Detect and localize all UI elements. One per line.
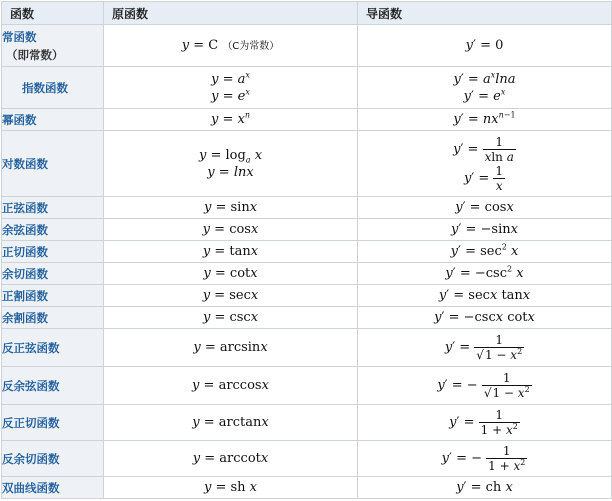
- row-sec: [2, 285, 612, 307]
- function-name: 对数函数: [2, 131, 104, 197]
- derivative-formula: $y' = -\csc^2$ x: [358, 263, 612, 285]
- row-cot: [2, 263, 612, 285]
- function-name: 双曲线函数: [2, 477, 104, 499]
- derivative-formula: $y' = \sec^2 x$: [358, 241, 612, 263]
- header-row: [2, 2, 612, 25]
- derivative-formula: y′ = − $\frac{1}{1 + x^2}$: [358, 441, 612, 477]
- derivative-formula: $y' = a^x\ln a$ $y' = e^x$: [358, 67, 612, 109]
- original-formula: $y = x^n$: [104, 109, 358, 131]
- row-arcsin: [2, 329, 612, 367]
- row-tan: [2, 241, 612, 263]
- header-function: 函数: [2, 2, 104, 25]
- derivative-formula: $y' = nx^{n-1}$: [358, 109, 612, 131]
- original-formula: y = arccotx: [104, 441, 358, 477]
- function-name: 正切函数: [2, 241, 104, 263]
- original-formula: y = sinx: [104, 197, 358, 219]
- function-name: 反正切函数: [2, 405, 104, 441]
- derivative-formula: y′ = cosx: [358, 197, 612, 219]
- derivative-formula: y′ = ch x: [358, 477, 612, 499]
- name-note: （即常数）: [6, 47, 64, 62]
- row-arctan: [2, 405, 612, 441]
- original-formula: y = cosx: [104, 219, 358, 241]
- original-formula: y = arctanx: [104, 405, 358, 441]
- row-arccos: [2, 367, 612, 405]
- name-label: 常函数: [2, 29, 37, 44]
- row-exponential: [2, 67, 612, 109]
- function-name: 余弦函数: [2, 219, 104, 241]
- function-name: 指数函数: [2, 67, 104, 109]
- function-name: 反正弦函数: [2, 329, 104, 367]
- original-formula: y = arcsinx: [104, 329, 358, 367]
- derivative-formula: y′ = $\frac{1}{\text{xln a}}$ y′ = $\frac{1}{x}$: [358, 131, 612, 197]
- derivative-formula: y′ = $\frac{1}{√1 - x^2}$: [358, 329, 612, 367]
- original-formula: y = cotx: [104, 263, 358, 285]
- header-original: 原函数: [104, 2, 358, 25]
- function-name: [2, 25, 104, 67]
- derivative-formula: y′ = $\frac{1}{1 + x^2}$: [358, 405, 612, 441]
- original-formula: y = C （C为常数）: [104, 25, 358, 67]
- formula-note: （C为常数）: [222, 40, 280, 52]
- row-arccot: [2, 441, 612, 477]
- derivative-formula: y′ = −cscx cotx: [358, 307, 612, 329]
- function-name: 余切函数: [2, 263, 104, 285]
- row-constant: [2, 25, 612, 67]
- derivative-formula: y′ = − $\frac{1}{√1 - x^2}$: [358, 367, 612, 405]
- row-csc: [2, 307, 612, 329]
- derivative-formula: y′ = secx tanx: [358, 285, 612, 307]
- derivative-formula: y′ = −sinx: [358, 219, 612, 241]
- function-name: 反余切函数: [2, 441, 104, 477]
- row-sin: [2, 197, 612, 219]
- function-name: 正割函数: [2, 285, 104, 307]
- original-formula: y = sh x: [104, 477, 358, 499]
- function-name: 余割函数: [2, 307, 104, 329]
- row-cos: [2, 219, 612, 241]
- function-name: 反余弦函数: [2, 367, 104, 405]
- row-power: [2, 109, 612, 131]
- original-formula: y = cscx: [104, 307, 358, 329]
- original-formula: y = tanx: [104, 241, 358, 263]
- original-formula: $y = \log_a x$ y = lnx: [104, 131, 358, 197]
- header-derivative: 导函数: [358, 2, 612, 25]
- row-log: [2, 131, 612, 197]
- original-formula: y = secx: [104, 285, 358, 307]
- original-formula: y = arccosx: [104, 367, 358, 405]
- derivative-table: [1, 1, 612, 499]
- function-name: 幂函数: [2, 109, 104, 131]
- original-formula: $y = a^x$ $y = e^x$: [104, 67, 358, 109]
- row-hyperbolic: [2, 477, 612, 499]
- function-name: 正弦函数: [2, 197, 104, 219]
- derivative-formula: y′ = 0: [358, 25, 612, 67]
